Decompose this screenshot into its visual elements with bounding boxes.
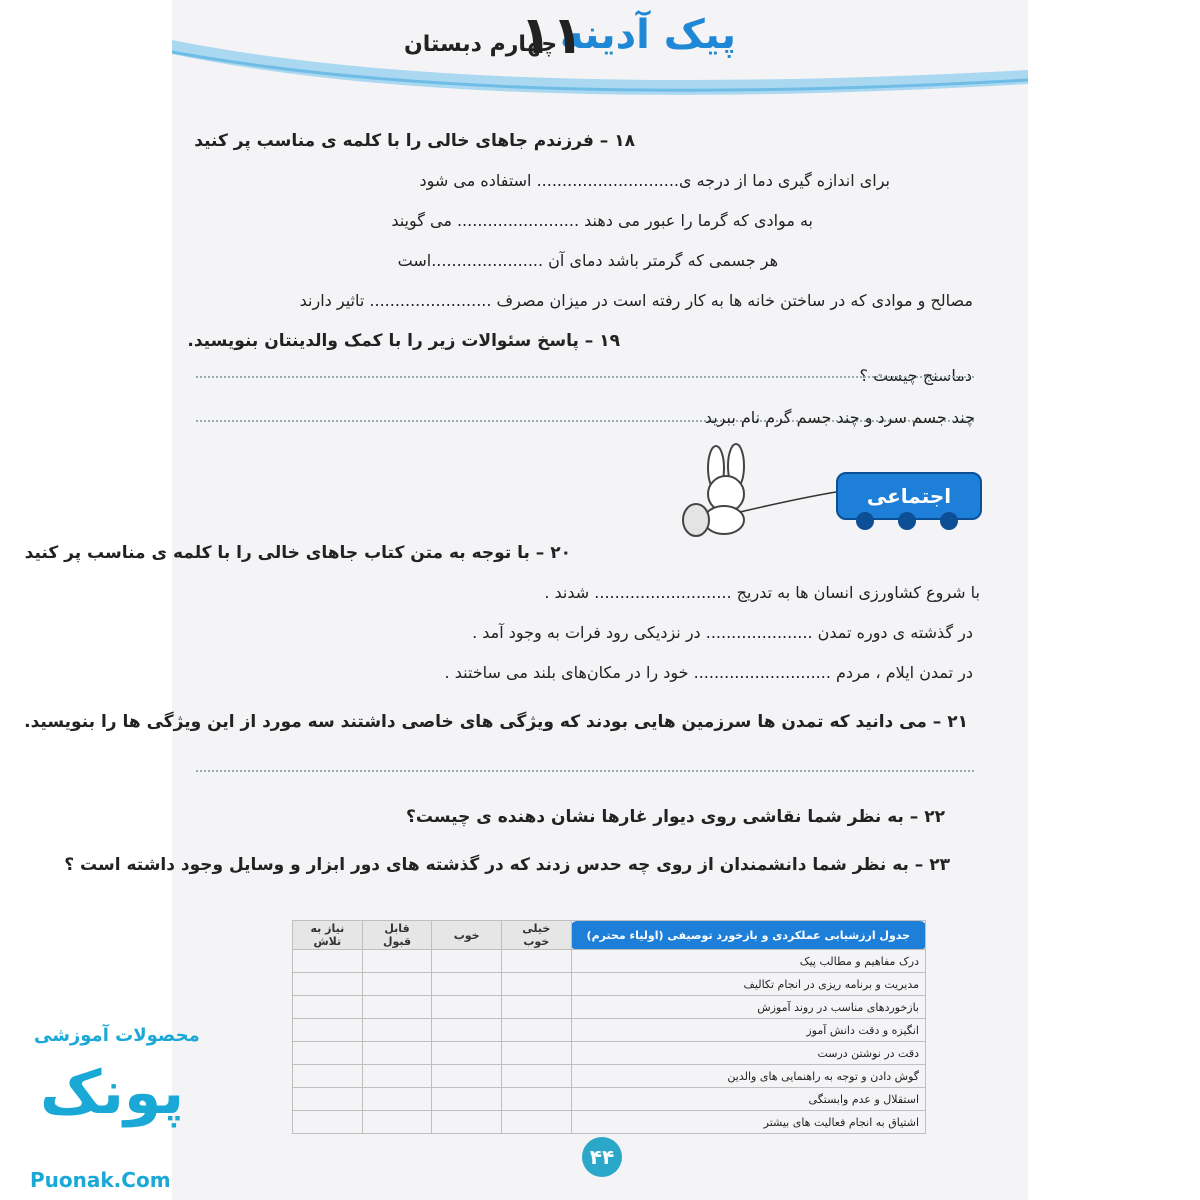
q18-line-4: مصالح و موادی که در ساختن خانه ها به کار رفته است در میزان مصرف ........................ تاثیر دارند bbox=[299, 291, 973, 310]
q19-title: ۱۹ – پاسخ سئوالات زیر را با کمک والدینتان بنویسید. bbox=[187, 331, 620, 351]
logo-tagline: محصولات آموزشی bbox=[34, 1025, 200, 1046]
q18-line-2: به موادی که گرما را عبور می دهند ........................ می گویند bbox=[391, 211, 813, 230]
q20-line-1: با شروع کشاورزی انسان ها به تدریج ........................... شدند . bbox=[544, 583, 980, 602]
table-row: اشتیاق به انجام فعالیت های بیشتر bbox=[293, 1111, 926, 1134]
q18-line-1: برای اندازه گیری دما از درجه ی............................ استفاده می شود bbox=[419, 171, 890, 190]
q21-title: ۲۱ – می دانید که تمدن ها سرزمین هایی بودند که ویژگی های خاصی داشتند سه مورد از این ویژگی ها را بنویسید. bbox=[24, 712, 968, 732]
page-number: ۴۴ bbox=[582, 1137, 622, 1177]
q23-title: ۲۳ – به نظر شما دانشمندان از روی چه حدس زدند که در گذشته های دور ابزار و وسایل وجود داشته است ؟ bbox=[64, 855, 950, 875]
evaluation-table bbox=[292, 920, 926, 1134]
header-number: ۱۱ bbox=[520, 6, 584, 66]
header-title: پیک آدینه bbox=[560, 12, 737, 58]
logo-site: Puonak.Com bbox=[30, 1168, 171, 1192]
answer-line bbox=[196, 770, 974, 772]
badge-wheel bbox=[940, 512, 958, 530]
table-row: دقت در نوشتن درست bbox=[293, 1042, 926, 1065]
q22-title: ۲۲ – به نظر شما نقاشی روی دیوار غارها نشان دهنده ی چیست؟ bbox=[406, 807, 945, 827]
social-studies-badge: اجتماعی bbox=[836, 472, 982, 520]
table-header: خیلی خوب bbox=[502, 921, 572, 950]
table-header: خوب bbox=[432, 921, 502, 950]
q20-title: ۲۰ – با توجه به متن کتاب جاهای خالی را با کلمه ی مناسب پر کنید bbox=[24, 543, 571, 563]
rabbit-illustration bbox=[660, 428, 840, 538]
logo-mark: پونک bbox=[40, 1058, 185, 1128]
table-row: انگیزه و دقت دانش آموز bbox=[293, 1019, 926, 1042]
badge-wheel bbox=[856, 512, 874, 530]
table-row: درک مفاهیم و مطالب پیک bbox=[293, 950, 926, 973]
q20-line-3: در تمدن ایلام ، مردم ........................... خود را در مکان‌های بلند می ساختند . bbox=[444, 663, 973, 682]
table-row: بازخوردهای مناسب در روند آموزش bbox=[293, 996, 926, 1019]
table-header: نیاز به تلاش bbox=[293, 921, 363, 950]
table-row: مدیریت و برنامه ریزی در انجام تکالیف bbox=[293, 973, 926, 996]
q20-line-2: در گذشته ی دوره تمدن ..................... در نزدیکی رود فرات به وجود آمد . bbox=[472, 623, 973, 642]
table-header: قابل قبول bbox=[362, 921, 432, 950]
q18-title: ۱۸ – فرزندم جاهای خالی را با کلمه ی مناسب پر کنید bbox=[194, 131, 635, 151]
badge-wheel bbox=[898, 512, 916, 530]
table-row: گوش دادن و توجه به راهنمایی های والدین bbox=[293, 1065, 926, 1088]
answer-line bbox=[196, 376, 974, 378]
table-row: استقلال و عدم وابستگی bbox=[293, 1088, 926, 1111]
q19-line-1: دماسنج چیست ؟ bbox=[859, 366, 972, 385]
table-header: جدول ارزشیابی عملکردی و بازخورد توصیفی (اولیاء محترم) bbox=[571, 921, 925, 950]
q18-line-3: هر جسمی که گرمتر باشد دمای آن ......................است bbox=[397, 251, 778, 270]
header-subtitle: چهارم دبستان bbox=[404, 32, 558, 57]
q19-line-2: چند جسم سرد و چند جسم گرم نام ببرید bbox=[704, 408, 975, 427]
